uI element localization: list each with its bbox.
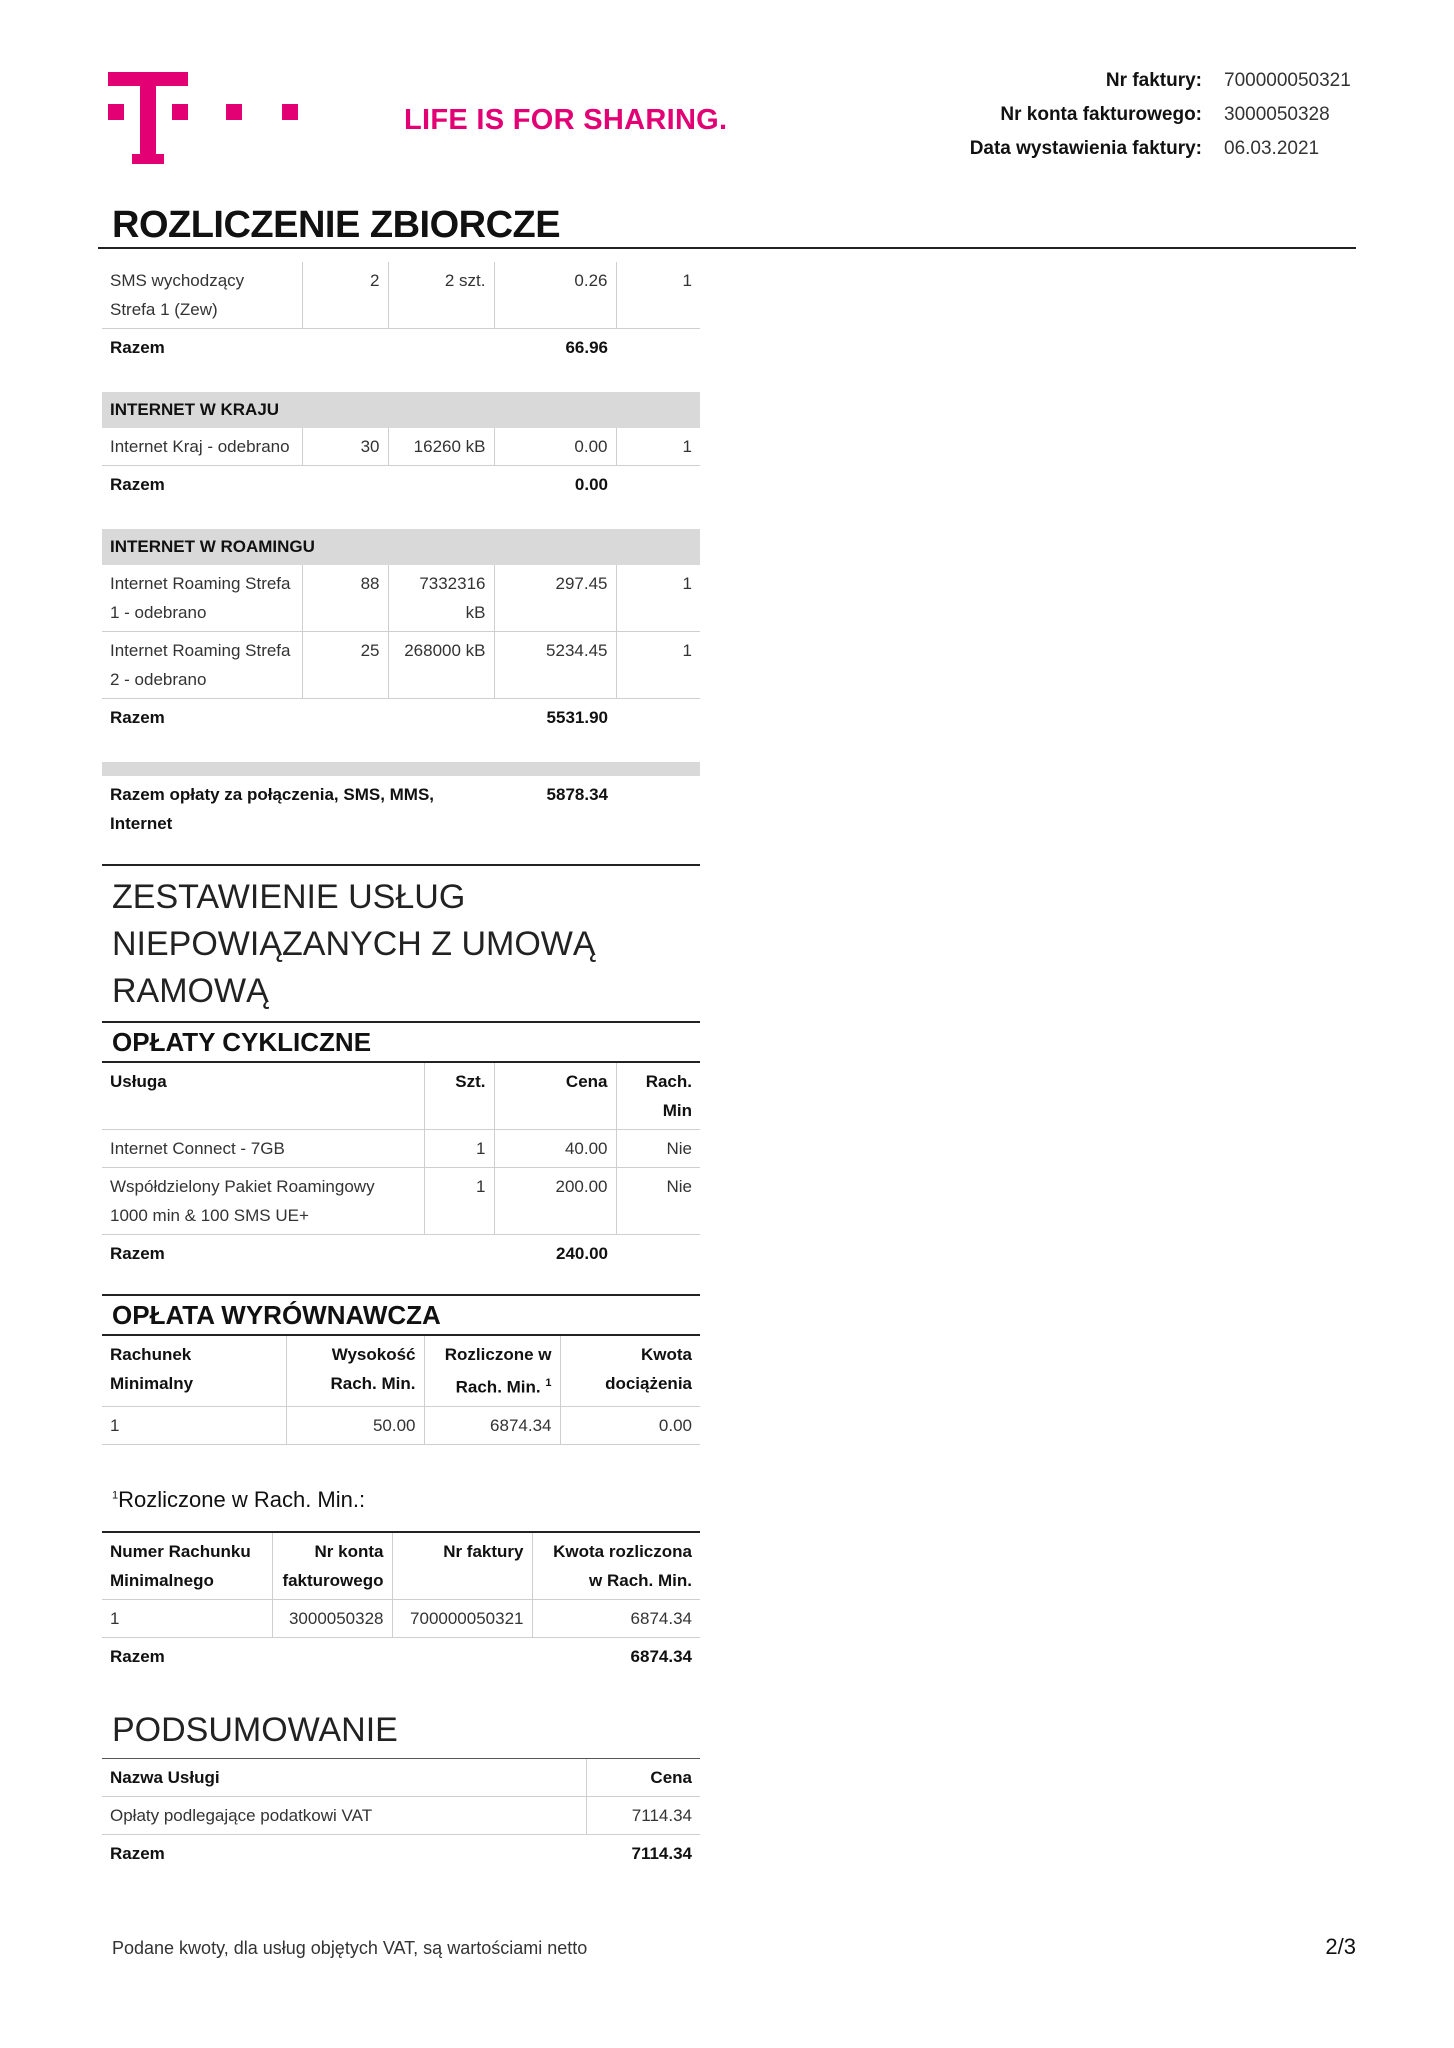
table-row: Internet Roaming Strefa 1 - odebrano 88 7332316 kB 297.45 1	[102, 565, 700, 632]
table-row: Internet Connect - 7GB 1 40.00 Nie	[102, 1130, 700, 1168]
total-row: Razem 240.00	[110, 1244, 608, 1263]
total-row: Razem 66.96	[110, 338, 608, 357]
oplaty-cykliczne-title: OPŁATY CYKLICZNE	[112, 1027, 372, 1057]
grand-total-band	[102, 762, 700, 776]
telekom-logo	[108, 72, 308, 164]
total-row: Razem 0.00	[110, 475, 608, 494]
footnote-title: $^1$Rozliczone w Rach. Min.:	[112, 1486, 366, 1512]
page-number: 2/3	[1325, 1934, 1356, 1959]
podsumowanie-title: PODSUMOWANIE	[112, 1710, 398, 1749]
meta-invoice-number: Nr faktury: 700000050321	[1105, 70, 1351, 91]
title-divider	[98, 247, 1356, 249]
table-row: SMS wychodzący Strefa 1 (Zew) 2 2 szt. 0.26 1	[102, 262, 700, 329]
table-row: Internet Roaming Strefa 2 - odebrano 25 268000 kB 5234.45 1	[102, 632, 700, 699]
page-title: ROZLICZENIE ZBIORCZE	[112, 204, 561, 246]
table-row: 1 50.00 6874.34 0.00	[102, 1406, 700, 1444]
section-band-internet-kraj: INTERNET W KRAJU	[102, 392, 700, 428]
table-header-row: Numer Rachunku Minimalnego Nr konta fakturowego Nr faktury Kwota rozliczona w Rach. Min.	[102, 1533, 700, 1600]
internet-kraj-table	[102, 428, 700, 503]
total-row: Razem 7114.34	[110, 1843, 692, 1863]
oplata-wyrownawcza-table	[102, 1336, 700, 1445]
table-row: Współdzielony Pakiet Roamingowy 1000 min & 100 SMS UE+ 1 200.00 Nie	[102, 1168, 700, 1235]
table-header-row: Nazwa Usługi Cena	[102, 1759, 700, 1797]
meta-account-number: Nr konta fakturowego: 3000050328	[1000, 104, 1330, 125]
meta-issue-date: Data wystawienia faktury: 06.03.2021	[969, 138, 1320, 159]
footer-note: Podane kwoty, dla usług objętych VAT, są wartościami netto	[112, 1938, 588, 1958]
section-band-internet-roaming: INTERNET W ROAMINGU	[102, 529, 700, 565]
footnote-table	[102, 1533, 700, 1675]
slogan: LIFE IS FOR SHARING.	[404, 104, 728, 136]
podsumowanie-table	[102, 1759, 700, 1872]
total-row: Razem 6874.34	[110, 1646, 692, 1666]
zestawienie-title: ZESTAWIENIE USŁUG NIEPOWIĄZANYCH Z UMOWĄ RAMOWĄ	[112, 878, 596, 1010]
total-row: Razem 5531.90	[110, 708, 608, 727]
oplaty-cykliczne-table	[102, 1063, 700, 1272]
grand-total-row: Razem opłaty za połączenia, SMS, MMS, Internet 5878.34	[110, 785, 608, 833]
main-column	[102, 262, 700, 1872]
table-row: 1 3000050328 700000050321 6874.34	[102, 1599, 700, 1637]
sms-table	[102, 262, 700, 366]
table-header-row: Rachunek Minimalny Wysokość Rach. Min. Rozliczone w Rach. Min. $^1$ Kwota dociążenia	[102, 1336, 700, 1406]
table-row: Opłaty podlegające podatkowi VAT 7114.34	[102, 1796, 700, 1834]
oplata-wyrownawcza-title: OPŁATA WYRÓWNAWCZA	[112, 1300, 441, 1330]
table-header-row: Usługa Szt. Cena Rach. Min	[102, 1063, 700, 1130]
table-row: Internet Kraj - odebrano 30 16260 kB 0.00 1	[102, 428, 700, 466]
internet-roaming-table	[102, 565, 700, 736]
grand-total-table	[102, 776, 700, 842]
